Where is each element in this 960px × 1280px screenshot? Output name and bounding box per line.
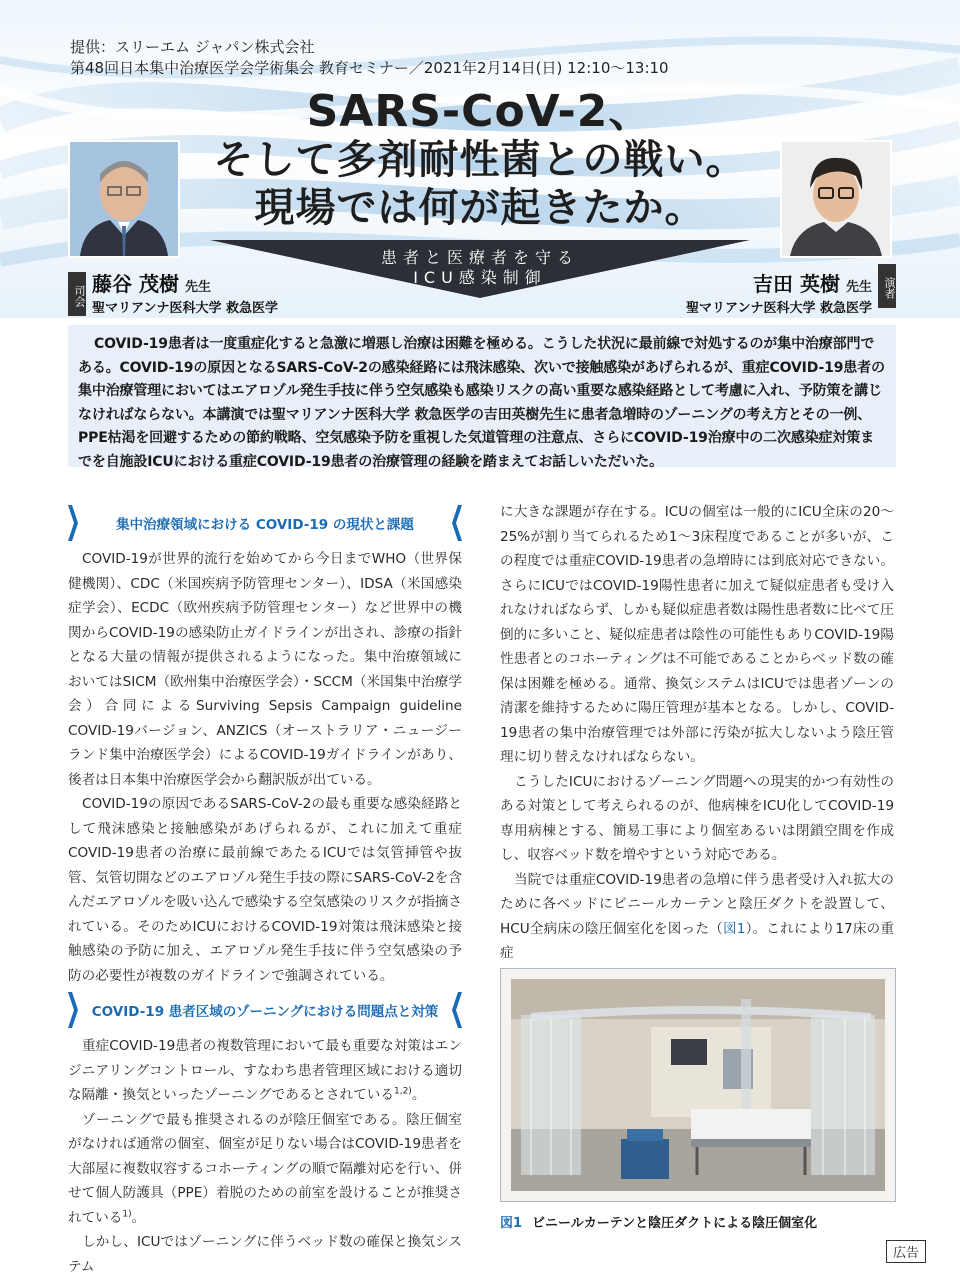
conference-line: 第48回日本集中治療医学会学術集会 教育セミナー／2021年2月14日(日) 12:10～13:10 xyxy=(70,59,669,77)
title-line-3: 現場では何が起きたか。 xyxy=(254,185,706,231)
section-heading-1-text: 集中治療領域における COVID-19 の現状と課題 xyxy=(116,517,414,533)
paragraph: COVID-19が世界的流行を始めてから今日までWHO（世界保健機関）、CDC（米国疾病予防管理センター）、IDSA（米国感染症学会）、ECDC（欧州疾病予防管理センター）など世界中の機関からCOVID-19の感染防止ガイドラインが出され、診療の指針となる大量の情報が提供されるようになった。集中治療領域においてはSICM（欧州集中治療医学会）・SCCM（米国集中治療学会）合同によるSurviving Sepsis Campaign guideline COVID-19バージョン、ANZICS（オーストラリア・ニュージーランド集中治療医学会）によるCOVID-19ガイドラインがあり、後者は日本集中治療医学会から翻訳版が出ている。 xyxy=(68,551,462,788)
advertisement-label: 広告 xyxy=(886,1240,926,1263)
hospital-room-illustration xyxy=(511,979,885,1191)
lead-paragraph: COVID-19患者は一度重症化すると急激に増悪し治療は困難を極める。こうした状況に最前線で対処するのが集中治療部門である。COVID-19の原因となるSARS-CoV-2の感染経路には飛沫感染、次いで接触感染があげられるが、重症COVID-19患者の集中治療管理においてはエアロゾル発生手技に伴う空気感染も感染リスクの高い重要な感染経路として考慮に入れ、予防策を講じなければならない。本講演では聖マリアンナ医科大学 救急医学の吉田英樹先生に患者急増時のゾーニングの考え方とその一例、PPE枯渇を回避するための節約戦略、空気感染予防を重視した気道管理の注意点、さらにCOVID-19治療中の二次感染症対策までを自施設ICUにおける重症COVID-19患者の治療管理の経験を踏まえてお話しいただいた。 xyxy=(68,325,896,467)
section-heading-2 xyxy=(68,992,462,1028)
figure-1 xyxy=(500,968,896,1202)
header xyxy=(0,0,960,318)
figure-caption xyxy=(500,1212,817,1231)
paragraph: しかし、ICUではゾーニングに伴うベッド数の確保と換気システム xyxy=(68,1234,462,1275)
section-heading-2-text: COVID-19 患者区域のゾーニングにおける問題点と対策 xyxy=(91,1004,439,1020)
speaker-photo xyxy=(780,140,892,258)
speaker-name-block xyxy=(753,268,872,297)
right-column xyxy=(500,500,894,966)
section-heading-1 xyxy=(68,505,462,541)
paragraph-text: 。 xyxy=(411,1087,426,1103)
paragraph-text: ゾーニングで最も推奨されるのが陰圧個室である。陰圧個室がなければ通常の個室、個室が足りない場合はCOVID-19患者を大部屋に複数収容するコホーティングの順で隔離対応を行い、併せて個人防護具（PPE）着脱のための前室を設けることが推奨されている xyxy=(68,1111,462,1226)
figure-reference-link[interactable]: 図1 xyxy=(722,920,746,937)
paragraph-text: 重症COVID-19患者の複数管理において最も重要な対策はエンジニアリングコントロール、すなわち患者管理区域における適切な隔離・換気といったゾーニングであるとされている xyxy=(68,1038,462,1103)
reference-superscript: 1,2) xyxy=(393,1086,412,1097)
paragraph xyxy=(68,1108,462,1231)
moderator-role-tag: 司会 xyxy=(68,272,86,316)
banner-line-1: 患者と医療者を守る xyxy=(380,248,579,267)
chevron-left-icon xyxy=(452,505,462,541)
title-line-2: そして多剤耐性菌との戦い。 xyxy=(213,137,747,183)
paragraph-text: ）。これにより17床の重症 xyxy=(500,920,894,961)
paragraph-text: 。 xyxy=(131,1209,146,1226)
title-line-1: SARS-CoV-2、 xyxy=(306,86,654,137)
moderator-name-block xyxy=(92,268,211,297)
moderator-affiliation: 聖マリアンナ医科大学 救急医学 xyxy=(92,301,279,316)
page-title xyxy=(180,88,780,232)
moderator-honorific: 先生 xyxy=(184,280,211,295)
chevron-right-icon xyxy=(68,505,78,541)
moderator-photo xyxy=(68,140,180,258)
paragraph-text: 当院では重症COVID-19患者の急増に伴う患者受け入れ拡大のために各ベッドにビニールカーテンと陰圧ダクトを設置して、HCU全病床の陰圧個室化を図った（ xyxy=(500,871,894,937)
speaker-honorific: 先生 xyxy=(845,280,872,295)
paragraph: COVID-19の原因であるSARS-CoV-2の最も重要な感染経路として飛沫感染と接触感染があげられるが、これに加えて重症COVID-19患者の治療に最前線であたるICUでは気管挿管や抜管、気管切開などのエアロゾル発生手技の際にSARS-CoV-2を含んだエアロゾルを吸い込んで感染する空気感染のリスクが指摘されている。そのためICUにおけるCOVID-19対策は飛沫感染と接触感染の予防に加え、エアロゾル発生手技に伴う空気感染の予防の必要性が複数のガイドラインで強調されている。 xyxy=(68,796,462,984)
left-column xyxy=(68,505,462,1279)
figure-number: 図1 xyxy=(500,1216,523,1231)
paragraph: こうしたICUにおけるゾーニング問題への現実的かつ有効性のある対策として考えられるのが、他病棟をICU化してCOVID-19専用病棟とする、簡易工事により個室あるいは閉鎖空間を作成し、収容ベッド数を増やすという対応である。 xyxy=(500,773,894,863)
chevron-left-icon xyxy=(452,992,462,1028)
banner-line-2: ICU感染制御 xyxy=(413,268,547,287)
speaker-name: 吉田 英樹 xyxy=(753,272,840,296)
paragraph xyxy=(68,1034,462,1108)
paragraph: に大きな課題が存在する。ICUの個室は一般的にICU全床の20～25%が割り当てられるため1～3床程度であることが多いが、この程度では重症COVID-19患者の急増時には到底対応できない。さらにICUではCOVID-19陽性患者に加えて疑似症患者も受け入れなければならず、しかも疑似症患者数は陽性患者数に比べて圧倒的に多いこと、疑似症患者は陰性の可能性もありCOVID-19陽性患者とのコホーティングは不可能であることからベッド数の確保は困難を極める。通常、換気システムはICUでは患者ゾーンの清潔を維持するために陽圧管理が基本となる。しかし、COVID-19患者の集中治療管理では外部に汚染が拡大しないよう陰圧管理に切り替えなければならない。 xyxy=(500,504,894,765)
paragraph xyxy=(500,868,894,966)
sponsor-line: 提供：スリーエム ジャパン株式会社 xyxy=(70,38,315,56)
speaker-role-tag: 演者 xyxy=(878,264,896,308)
banner-text xyxy=(210,248,750,288)
speaker-affiliation: 聖マリアンナ医科大学 救急医学 xyxy=(685,301,872,316)
reference-superscript: 1) xyxy=(122,1208,132,1219)
moderator-name: 藤谷 茂樹 xyxy=(92,272,179,296)
figure-caption-text: ビニールカーテンと陰圧ダクトによる陰圧個室化 xyxy=(532,1216,818,1231)
chevron-right-icon xyxy=(68,992,78,1028)
